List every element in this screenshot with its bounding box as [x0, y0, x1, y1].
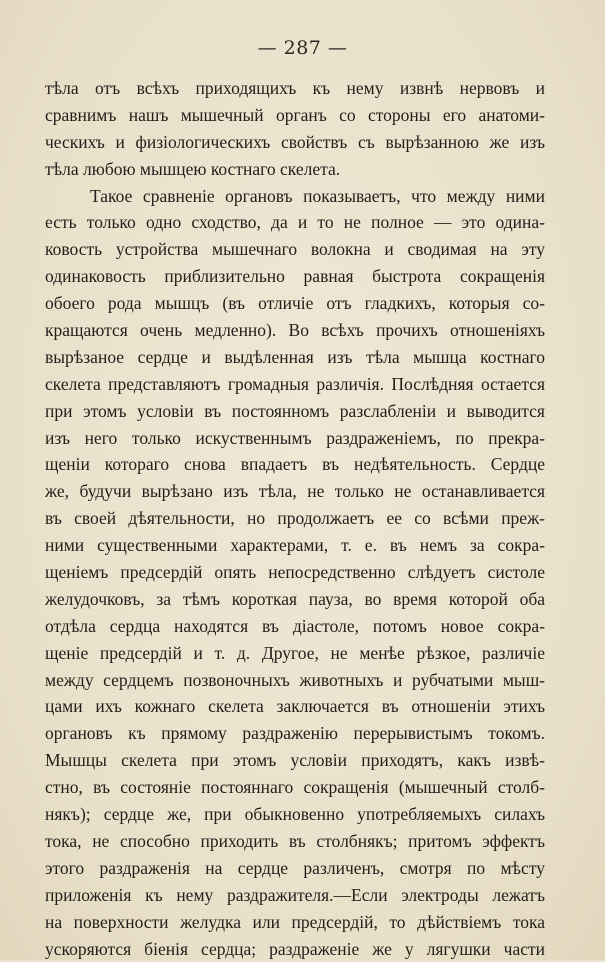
text-line: въ своей дѣятельности, но продолжаетъ ее со всѣми преж- — [45, 505, 545, 532]
text-line: этого раздраженія на сердце различенъ, смотря по мѣсту — [45, 855, 545, 882]
text-line: щеніемъ предсердій опять непосредственно слѣдуетъ систоле — [45, 559, 545, 586]
text-line: стно, въ состояніе постояннаго сокращенія (мышечный столб- — [45, 774, 545, 801]
text-line: вырѣзаное сердце и выдѣленная изъ тѣла мышца костнаго — [45, 344, 545, 371]
text-line: тока, не способно приходить въ столбнякъ; притомъ эффектъ — [45, 828, 545, 855]
text-line: Мышцы скелета при этомъ условіи приходятъ, какъ извѣ- — [45, 747, 545, 774]
text-line: же, будучи вырѣзано изъ тѣла, не только не останавливается — [45, 478, 545, 505]
text-line: изъ него только искуственнымъ раздраженіемъ, по прекра- — [45, 425, 545, 452]
text-line: ческихъ и физіологическихъ свойствъ съ вырѣзанною же изъ — [45, 129, 545, 156]
body-text — [45, 75, 545, 962]
text-line: тѣла отъ всѣхъ приходящихъ къ нему извнѣ нервовъ и — [45, 75, 545, 102]
text-line: отдѣла сердца находятся въ діастоле, потомъ новое сокра- — [45, 613, 545, 640]
text-line: сравнимъ нашъ мышечный органъ со стороны его анатоми- — [45, 102, 545, 129]
text-line: ними существенными характерами, т. е. въ немъ за сокра- — [45, 532, 545, 559]
page-number: — 287 — — [0, 37, 605, 59]
text-line: ускоряются біенія сердца; раздраженіе же у лягушки части — [45, 936, 545, 962]
text-line: кращаются очень медленно). Во всѣхъ прочихъ отношеніяхъ — [45, 317, 545, 344]
text-line: на поверхности желудка или предсердій, то дѣйствіемъ тока — [45, 909, 545, 936]
text-line: приложенія къ нему раздражителя.—Если электроды лежатъ — [45, 882, 545, 909]
text-line: някъ); сердце же, при обыкновенно употребляемыхъ силахъ — [45, 801, 545, 828]
text-line: есть только одно сходство, да и то не полное — это одина- — [45, 209, 545, 236]
text-line: щеніи котораго снова впадаетъ въ недѣятельность. Сердце — [45, 451, 545, 478]
text-line: цами ихъ кожнаго скелета заключается въ отношеніи этихъ — [45, 693, 545, 720]
text-line: тѣла любою мышцею костнаго скелета. — [45, 156, 545, 183]
text-line: ковость устройства мышечнаго волокна и сводимая на эту — [45, 236, 545, 263]
text-line: обоего рода мышцъ (въ отличіе отъ гладкихъ, которыя со- — [45, 290, 545, 317]
text-line: органовъ къ прямому раздраженію перерывистымъ токомъ. — [45, 720, 545, 747]
text-line: скелета представляютъ громадныя различія. Послѣдняя остается — [45, 371, 545, 398]
text-line: щеніе предсердій и т. д. Другое, не менѣе рѣзкое, различіе — [45, 640, 545, 667]
text-line: одинаковость приблизительно равная быстрота сокращенія — [45, 263, 545, 290]
text-line: между сердцемъ позвоночныхъ животныхъ и рубчатыми мыш- — [45, 667, 545, 694]
text-line: при этомъ условіи въ постоянномъ разслабленіи и выводится — [45, 398, 545, 425]
text-line: Такое сравненіе органовъ показываетъ, что между ними — [45, 183, 545, 210]
text-line: желудочковъ, за тѣмъ короткая пауза, во время которой оба — [45, 586, 545, 613]
